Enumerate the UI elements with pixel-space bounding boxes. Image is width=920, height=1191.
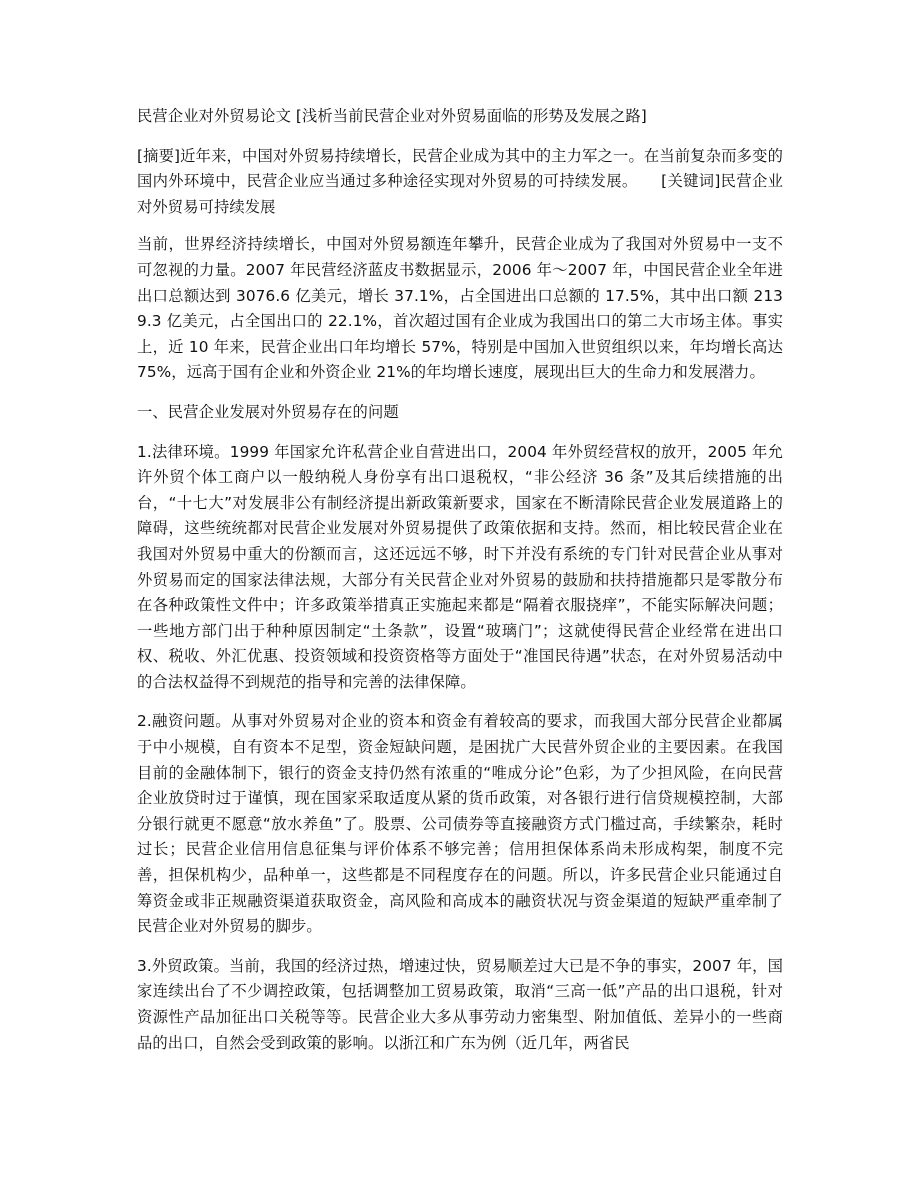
intro-paragraph: 当前，世界经济持续增长，中国对外贸易额连年攀升，民营企业成为了我国对外贸易中一支不可忽视的力量。2007 年民营经济蓝皮书数据显示，2006 年～2007 年，中国民营企业全年进出口总额达到 3076.6 亿美元，增长 37.1%，占全国进出口总额的 17.5%，其中出口额 2139.3 亿美元，占全国出口的 22.1%，首次超过国有企业成为我国出口的第二大市场主体。事实上，近 10 年来，民营企业出口年均增长 57%，特别是中国加入世贸组织以来，年均增长高达 75%，远高于国有企业和外资企业 21%的年均增长速度，展现出巨大的生命力和发展潜力。 <box>137 235 783 382</box>
section-heading: 一、民营企业发展对外贸易存在的问题 <box>137 402 399 421</box>
abstract-paragraph: [摘要]近年来，中国对外贸易持续增长，民营企业成为其中的主力军之一。在当前复杂而多变的国内外环境中，民营企业应当通过多种途径实现对外贸易的可持续发展。 [关键词]民营企业对外贸易可持续发展 <box>137 146 783 216</box>
document-title: 民营企业对外贸易论文 [浅析当前民营企业对外贸易面临的形势及发展之路] <box>137 107 647 125</box>
paragraph-trade-policy: 3.外贸政策。当前，我国的经济过热，增速过快，贸易顺差过大已是不争的事实，2007 年，国家连续出台了不少调控政策，包括调整加工贸易政策，取消“三高一低”产品的出口退税，针对资源性产品加征出口关税等等。民营企业大多从事劳动力密集型、附加值低、差异小的一些商品的出口，自然会受到政策的影响。以浙江和广东为例（近几年，两省民 <box>137 956 783 1052</box>
document-page <box>137 104 783 1070</box>
paragraph-legal-environment: 1.法律环境。1999 年国家允许私营企业自营进出口，2004 年外贸经营权的放开，2005 年允许外贸个体工商户以一般纳税人身份享有出口退税权，“非公经济 36 条”及其后续措施的出台，“十七大”对发展非公有制经济提出新政策新要求，国家在不断清除民营企业发展道路上的障碍，这些统统都对民营企业发展对外贸易提供了政策依据和支持。然而，相比较民营企业在我国对外贸易中重大的份额而言，这还远远不够，时下并没有系统的专门针对民营企业从事对外贸易而定的国家法律法规，大部分有关民营企业对外贸易的鼓励和扶持措施都只是零散分布在各种政策性文件中；许多政策举措真正实施起来都是“隔着衣服挠痒”，不能实际解决问题；一些地方部门出于种种原因制定“土条款”，设置“玻璃门”；这就使得民营企业经常在进出口权、税收、外汇优惠、投资领域和投资资格等方面处于“准国民待遇”状态，在对外贸易活动中的合法权益得不到规范的指导和完善的法律保障。 <box>137 442 783 691</box>
paragraph-financing: 2.融资问题。从事对外贸易对企业的资本和资金有着较高的要求，而我国大部分民营企业都属于中小规模，自有资本不足型，资金短缺问题，是困扰广大民营外贸企业的主要因素。在我国目前的金融体制下，银行的资金支持仍然有浓重的“唯成分论”色彩，为了少担风险，在向民营企业放贷时过于谨慎，现在国家采取适度从紧的货币政策，对各银行进行信贷规模控制，大部分银行就更不愿意“放水养鱼”了。股票、公司债券等直接融资方式门槛过高，手续繁杂，耗时过长；民营企业信用信息征集与评价体系不够完善；信用担保体系尚未形成构架，制度不完善，担保机构少，品种单一，这些都是不同程度存在的问题。所以，许多民营企业只能通过自筹资金或非正规融资渠道获取资金，高风险和高成本的融资状况与资金渠道的短缺严重牵制了民营企业对外贸易的脚步。 <box>137 712 783 936</box>
